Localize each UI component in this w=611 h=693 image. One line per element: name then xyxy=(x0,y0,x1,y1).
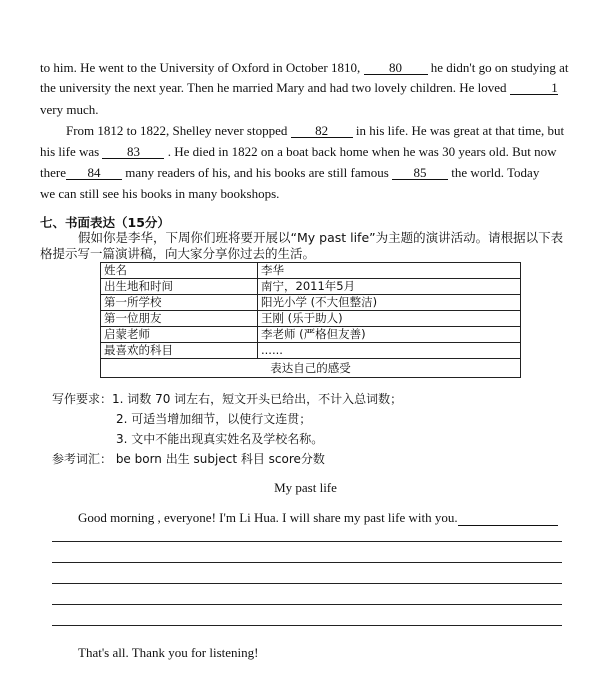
opening-text: Good morning , everyone! I'm Li Hua. I will share my past life with you. xyxy=(78,510,458,525)
blank-82: 82 xyxy=(291,124,353,138)
table-row xyxy=(101,359,521,378)
passage-text: he didn't go on studying at xyxy=(427,60,569,75)
table-label: 第一位朋友 xyxy=(101,311,258,327)
passage-text: there xyxy=(40,165,66,180)
blank-84: 84 xyxy=(66,166,122,180)
requirement-1: 写作要求：1. 词数 70 词左右，短文开头已给出，不计入总词数； xyxy=(52,392,403,406)
passage-line-3 xyxy=(40,102,585,118)
table-value: 李华 xyxy=(258,263,521,279)
essay-title: My past life xyxy=(274,480,337,495)
passage-line-2 xyxy=(40,80,585,96)
table-label: 最喜欢的科目 xyxy=(101,343,258,359)
writing-line[interactable] xyxy=(52,604,562,605)
table-row xyxy=(101,279,521,295)
blank-85: 85 xyxy=(392,166,448,180)
writing-line[interactable] xyxy=(52,541,562,542)
prompt-line-2: 格提示写一篇演讲稿，向大家分享你过去的生活。 xyxy=(40,246,316,261)
passage-text: . He died in 1822 on a boat back home when he was 30 years old. But now xyxy=(164,144,557,159)
passage-text: we can still see his books in many bookshops. xyxy=(40,186,280,201)
writing-line[interactable] xyxy=(52,625,562,626)
table-value: 王刚 (乐于助人) xyxy=(258,311,521,327)
table-label: 启蒙老师 xyxy=(101,327,258,343)
section-heading: 七、书面表达（15分） xyxy=(40,215,170,230)
table-row xyxy=(101,295,521,311)
blank-83: 83 xyxy=(102,145,164,159)
requirement-3: 3. 文中不能出现真实姓名及学校名称。 xyxy=(116,432,324,446)
passage-line-7 xyxy=(40,186,585,202)
prompt-line-1: 假如你是李华，下周你们班将要开展以“My past life”为主题的演讲活动。请根据以下表 xyxy=(78,230,564,245)
passage-line-6 xyxy=(40,165,585,181)
passage-line-4 xyxy=(66,123,611,139)
passage-text: his life was xyxy=(40,144,103,159)
blank-80: 80 xyxy=(364,61,428,75)
writing-line[interactable] xyxy=(52,583,562,584)
writing-line[interactable] xyxy=(52,562,562,563)
table-label: 姓名 xyxy=(101,263,258,279)
essay-closing: That's all. Thank you for listening! xyxy=(78,645,259,660)
table-value: 阳光小学 (不大但整洁) xyxy=(258,295,521,311)
table-label: 出生地和时间 xyxy=(101,279,258,295)
writing-blank[interactable] xyxy=(458,513,558,526)
passage-text: very much. xyxy=(40,102,99,117)
table-label: 第一所学校 xyxy=(101,295,258,311)
passage-text: the world. Today xyxy=(448,165,540,180)
info-table xyxy=(100,262,521,378)
table-row xyxy=(101,327,521,343)
table-row xyxy=(101,263,521,279)
passage-text: the university the next year. Then he married Mary and had two lovely children. He loved xyxy=(40,80,510,95)
essay-opening xyxy=(78,510,558,526)
table-value: 李老师 (严格但友善) xyxy=(258,327,521,343)
passage-text: in his life. He was great at that time, but xyxy=(352,123,565,138)
requirement-2: 2. 可适当增加细节，以使行文连贯； xyxy=(116,412,312,426)
vocabulary-hint: 参考词汇： be born 出生 subject 科目 score分数 xyxy=(52,452,325,466)
passage-line-1 xyxy=(40,60,585,76)
passage-text: From 1812 to 1822, Shelley never stopped xyxy=(66,123,291,138)
table-value: ...... xyxy=(258,343,521,359)
passage-text: to him. He went to the University of Oxford in October 1810, xyxy=(40,60,364,75)
table-footer: 表达自己的感受 xyxy=(101,359,521,378)
table-row xyxy=(101,311,521,327)
passage-line-5 xyxy=(40,144,585,160)
table-value: 南宁，2011年5月 xyxy=(258,279,521,295)
passage-text: many readers of his, and his books are still famous xyxy=(121,165,393,180)
blank-81: 1 xyxy=(510,81,558,95)
table-row xyxy=(101,343,521,359)
